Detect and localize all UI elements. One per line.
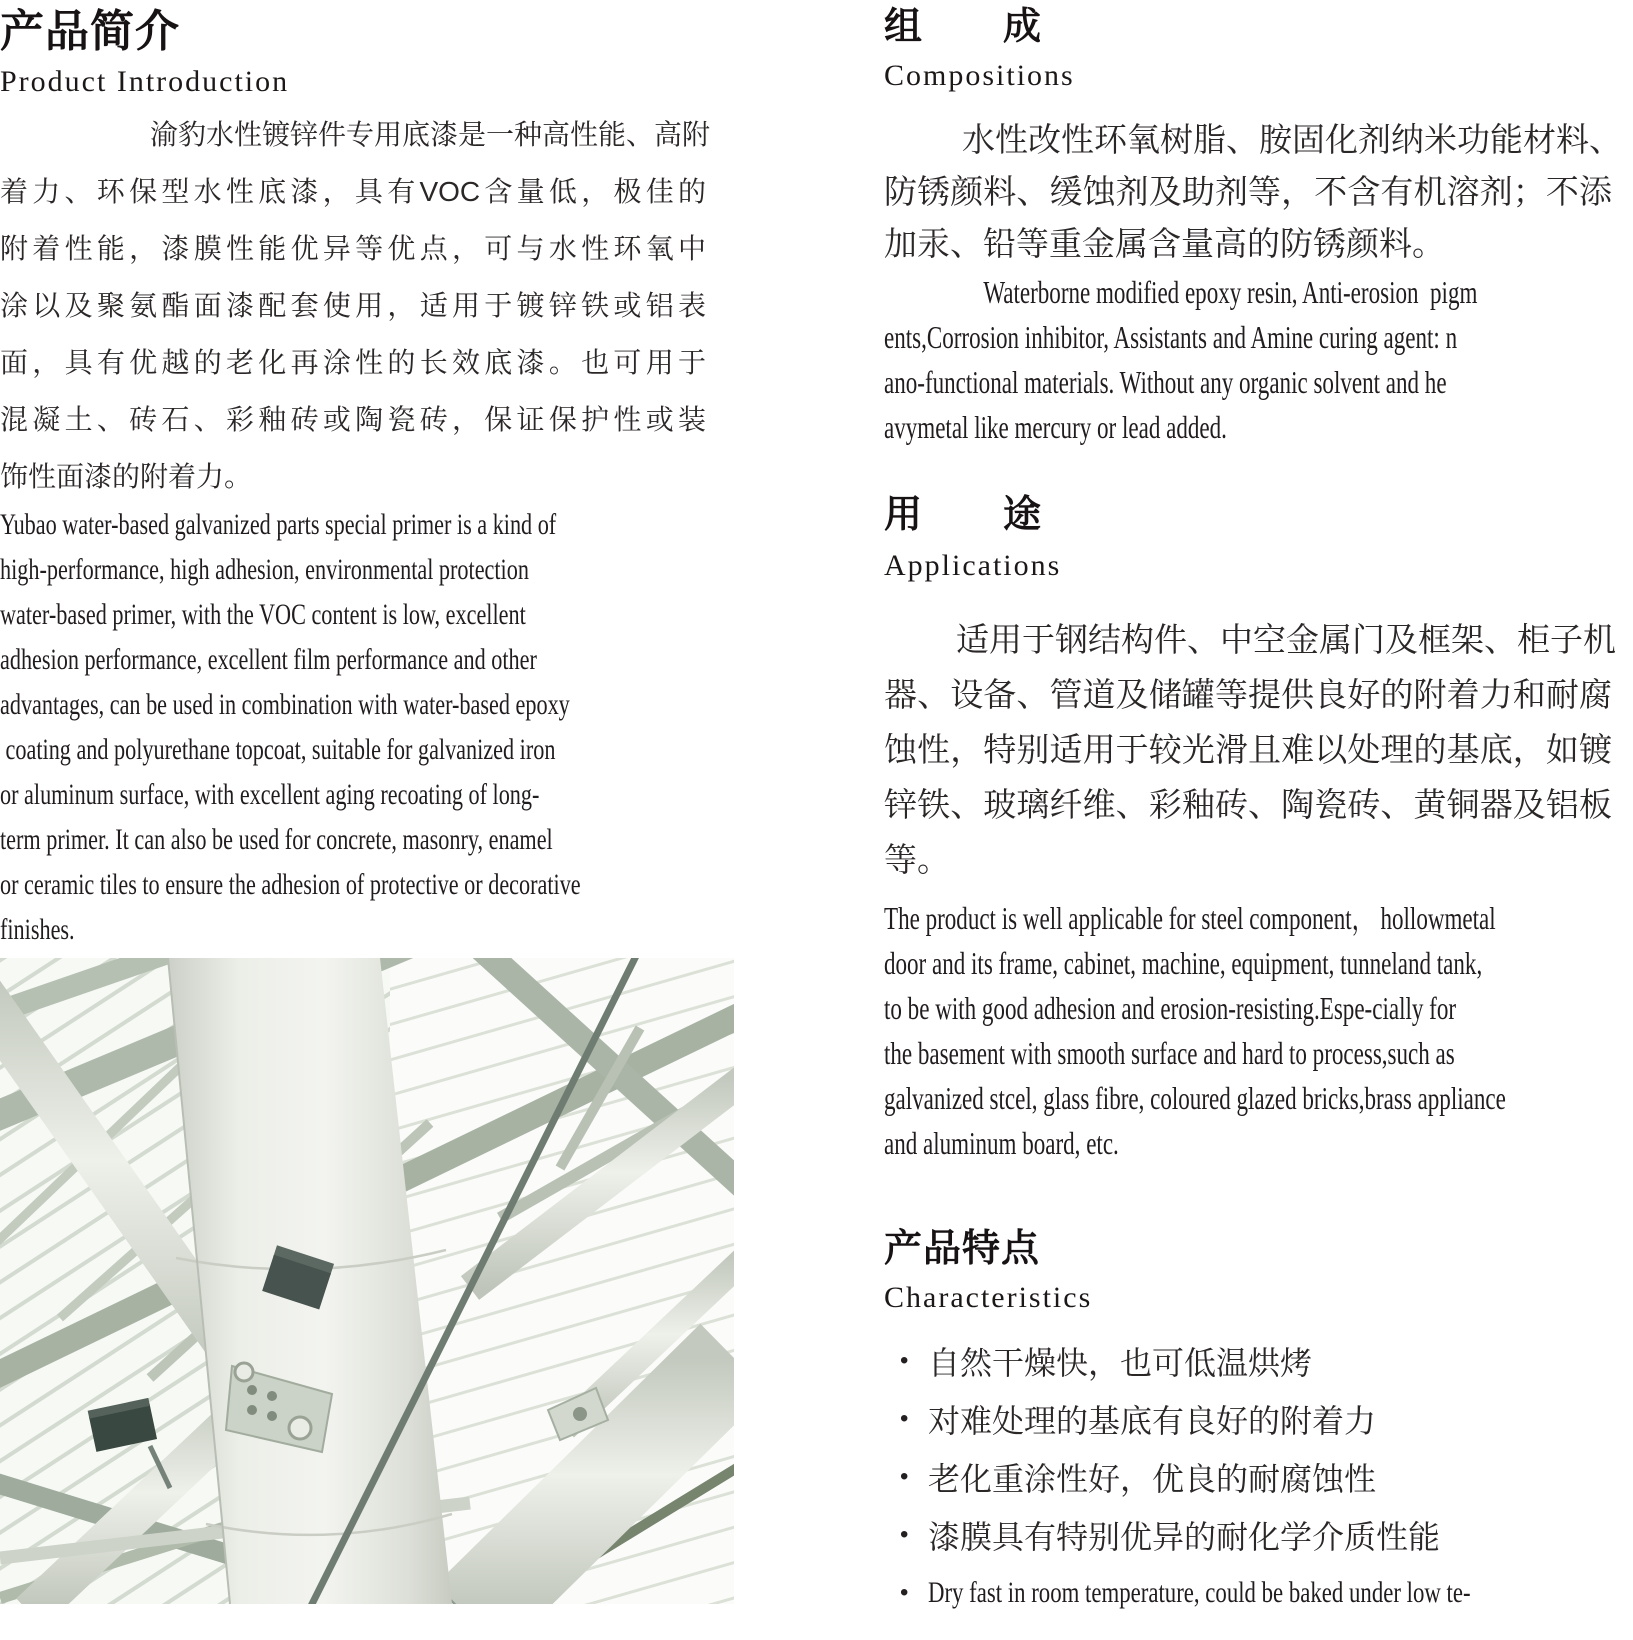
- text-line: Yubao water-based galvanized parts special primer is a kind of: [0, 508, 557, 541]
- characteristics-heading-en: Characteristics: [884, 1281, 1093, 1314]
- bullet-item: [884, 1448, 1612, 1506]
- bullet-dot-icon: •: [900, 1347, 909, 1374]
- text-line: avymetal like mercury or lead added.: [884, 409, 1227, 445]
- text-line: adhesion performance, excellent film performance and other: [0, 643, 537, 676]
- characteristics-heading-zh: 产品特点: [884, 1228, 1041, 1270]
- intro-heading-zh: 产品简介: [0, 7, 180, 56]
- bullet-text: 老化重涂性好，优良的耐腐蚀性: [928, 1461, 1377, 1497]
- text-line: ano-functional materials. Without any organic solvent and he: [884, 364, 1447, 400]
- steel-structure-illustration: [0, 958, 734, 1604]
- text-line: 加汞、铅等重金属含量高的防锈颜料。: [884, 225, 1445, 262]
- text-line: The product is well applicable for steel component， hollowmetal: [884, 900, 1496, 936]
- bullet-text: Dry fast in room temperature, could be baked under low te-: [928, 1576, 1471, 1609]
- text-line: 面，具有优越的老化再涂性的长效底漆。也可用于: [0, 347, 706, 378]
- text-line: 附着性能，漆膜性能优异等优点，可与水性环氧中: [0, 233, 706, 264]
- intro-heading-en: Product Introduction: [0, 65, 290, 98]
- text-line: 蚀性，特别适用于较光滑且难以处理的基底，如镀: [884, 731, 1612, 768]
- compositions-heading-en: Compositions: [884, 59, 1075, 92]
- bullet-text: 对难处理的基底有良好的附着力: [928, 1403, 1377, 1439]
- text-line: coating and polyurethane topcoat, suitable for galvanized iron: [0, 733, 556, 766]
- text-line: 等。: [884, 841, 950, 878]
- text-line: the basement with smooth surface and hard to process,such as: [884, 1035, 1455, 1071]
- bullet-text: 漆膜具有特别优异的耐化学介质性能: [928, 1519, 1441, 1555]
- bullet-item: [884, 1564, 1612, 1622]
- text-line: 饰性面漆的附着力。: [0, 461, 253, 492]
- bullet-dot-icon: •: [900, 1405, 909, 1432]
- bullet-text: 自然干燥快，也可低温烘烤: [928, 1345, 1313, 1381]
- intro-body-zh: [0, 106, 711, 505]
- bullet-item: [884, 1332, 1612, 1390]
- text-line: or ceramic tiles to ensure the adhesion of protective or decorative: [0, 868, 581, 901]
- text-line: ents,Corrosion inhibitor, Assistants and Amine curing agent: n: [884, 319, 1458, 355]
- text-line: 水性改性环氧树脂、胺固化剂纳米功能材料、: [962, 121, 1622, 158]
- applications-heading-en: Applications: [884, 549, 1062, 582]
- applications-body-zh: [884, 612, 1616, 887]
- text-line: 锌铁、玻璃纤维、彩釉砖、陶瓷砖、黄铜器及铝板: [884, 786, 1612, 823]
- intro-body-en: [0, 502, 706, 952]
- bullet-item: [884, 1390, 1612, 1448]
- applications-heading-zh: [884, 492, 1042, 538]
- text-line: 适用于钢结构件、中空金属门及框架、柜子机: [956, 621, 1616, 658]
- text-line: term primer. It can also be used for concrete, masonry, enamel: [0, 823, 553, 856]
- text-line: 防锈颜料、缓蚀剂及助剂等，不含有机溶剂；不添: [884, 173, 1612, 210]
- bullet-dot-icon: •: [900, 1463, 909, 1490]
- compositions-heading-zh-char2: 成: [1003, 6, 1043, 48]
- text-line: door and its frame, cabinet, machine, equipment, tunneland tank,: [884, 945, 1483, 981]
- text-line: advantages, can be used in combination with water-based epoxy: [0, 688, 570, 721]
- compositions-body-en: [884, 270, 1612, 450]
- applications-heading-zh-char2: 途: [1003, 494, 1043, 536]
- text-line: 涂以及聚氨酯面漆配套使用，适用于镀锌铁或铝表: [0, 290, 706, 321]
- applications-body-en: [884, 896, 1612, 1166]
- text-line: or aluminum surface, with excellent aging recoating of long-: [0, 778, 540, 811]
- text-line: 器、设备、管道及储罐等提供良好的附着力和耐腐: [884, 676, 1612, 713]
- bullet-item: [884, 1506, 1612, 1564]
- compositions-heading-zh: [884, 4, 1042, 50]
- steel-structure-photo: [0, 958, 734, 1604]
- text-line: high-performance, high adhesion, environmental protection: [0, 553, 529, 586]
- text-line: 渝豹水性镀锌件专用底漆是一种高性能、高附: [150, 119, 711, 150]
- text-line: 混凝土、砖石、彩釉砖或陶瓷砖，保证保护性或装: [0, 404, 706, 435]
- text-line: and aluminum board, etc.: [884, 1125, 1119, 1161]
- text-line: finishes.: [0, 913, 75, 946]
- characteristics-bullet-list: [884, 1332, 1612, 1622]
- text-line: 着力、环保型水性底漆，具有VOC含量低，极佳的: [0, 176, 706, 207]
- text-line: galvanized stcel, glass fibre, coloured glazed bricks,brass appliance: [884, 1080, 1506, 1116]
- compositions-heading-zh-char1: 组: [884, 6, 924, 48]
- text-line: water-based primer, with the VOC content is low, excellent: [0, 598, 526, 631]
- text-line: to be with good adhesion and erosion-resisting.Espe-cially for: [884, 990, 1457, 1026]
- bullet-dot-icon: •: [900, 1579, 909, 1606]
- bullet-dot-icon: •: [900, 1521, 909, 1548]
- compositions-body-zh: [884, 114, 1622, 270]
- applications-heading-zh-char1: 用: [884, 494, 924, 536]
- text-line: Waterborne modified epoxy resin, Anti-erosion pigm: [983, 274, 1478, 310]
